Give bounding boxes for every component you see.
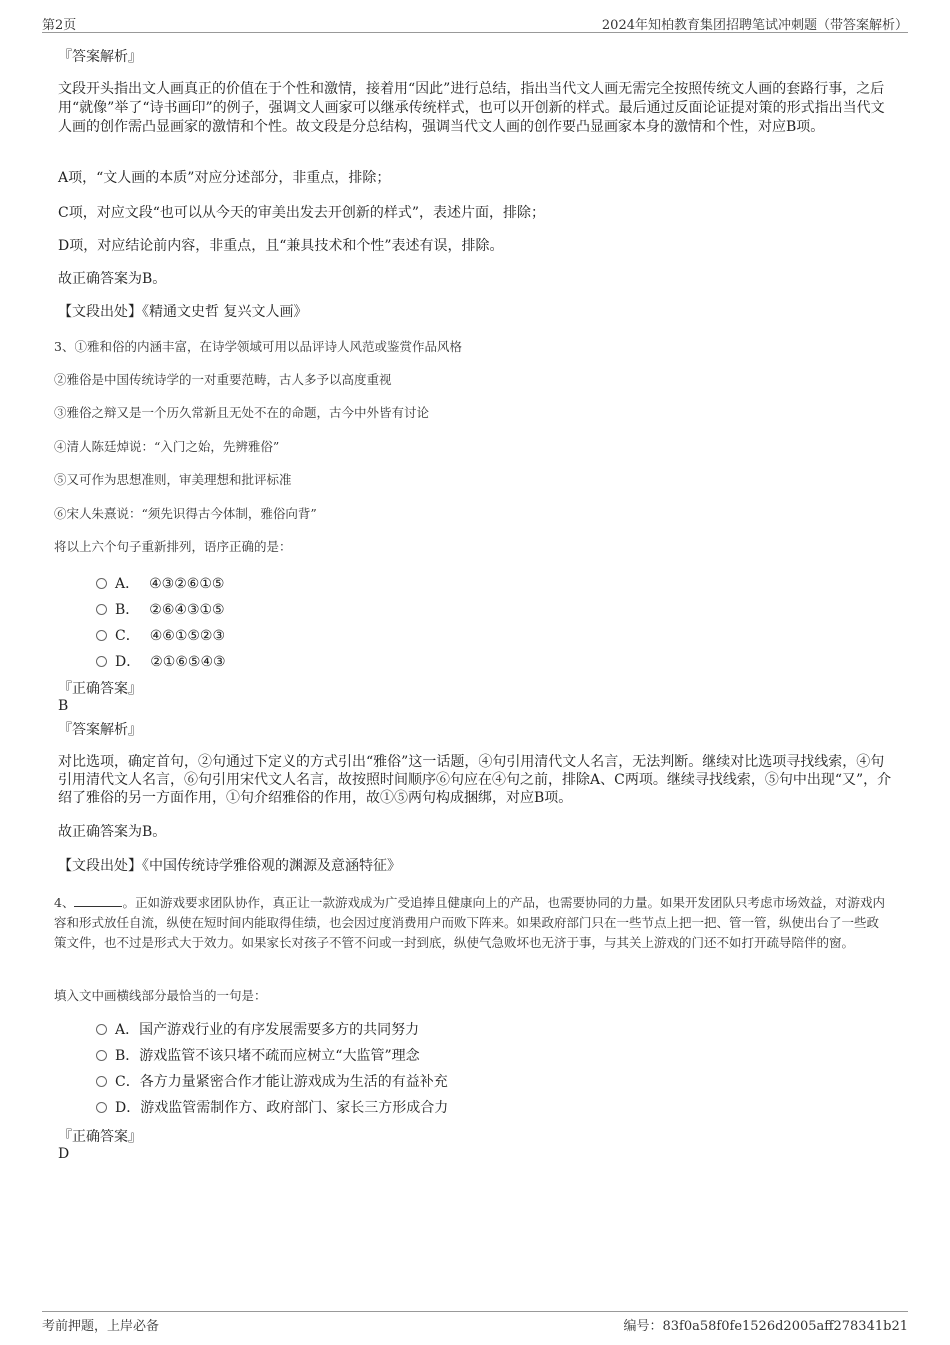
document-title: 2024年知柏教育集团招聘笔试冲刺题（带答案解析） bbox=[601, 18, 908, 33]
question-sentence: ②雅俗是中国传统诗学的一对重要范畴，古人多予以高度重视 bbox=[54, 372, 392, 387]
radio-icon[interactable] bbox=[96, 1050, 107, 1061]
question-sentence: ③雅俗之辩又是一个历久常新且无处不在的命题，古今中外皆有讨论 bbox=[54, 405, 430, 420]
page-footer bbox=[42, 1311, 908, 1334]
option-a[interactable]: A．国产游戏行业的有序发展需要多方的共同努力 bbox=[96, 1021, 419, 1039]
analysis-heading: 『答案解析』 bbox=[58, 49, 142, 65]
question-passage: 4、 。正如游戏要求团队协作，真正让一款游戏成为广受追捧且健康向上的产品，也需要协同的力量。如果开发团队只考虑市场效益，对游戏内容和形式放任自流，纵使在短时间内能取得佳绩，也会因过度消费用户而败下阵来。如果政府部门只在一些节点上把一把、管一管，纵使出台了一些政策文件，也不过是形式大于效力。如果家长对孩子不管不问或一封到底，纵使气急败坏也无济于事，与其关上游戏的门还不如打开疏导陪伴的窗。 bbox=[54, 895, 885, 950]
option-b[interactable]: B． ②⑥④③①⑤ bbox=[96, 601, 225, 619]
radio-icon[interactable] bbox=[96, 630, 107, 641]
conclusion-text: 故正确答案为B。 bbox=[58, 824, 167, 840]
question-prompt: 填入文中画横线部分最恰当的一句是： bbox=[54, 988, 267, 1003]
source-citation: 【文段出处】《精通文史哲 复兴文人画》 bbox=[58, 304, 308, 320]
question-sentence: ⑤又可作为思想准则，审美理想和批评标准 bbox=[54, 472, 292, 487]
note-option-c: C项，对应文段“也可以从今天的审美出发去开创新的样式”，表述片面，排除； bbox=[58, 205, 546, 221]
question-sentence: ⑥宋人朱熹说：“须先识得古今体制，雅俗向背” bbox=[54, 506, 317, 521]
page-number: 第2页 bbox=[42, 18, 77, 33]
fill-in-blank bbox=[74, 894, 122, 907]
option-b[interactable]: B．游戏监管不该只堵不疏而应树立“大监管”理念 bbox=[96, 1047, 420, 1065]
conclusion-text: 故正确答案为B。 bbox=[58, 271, 167, 287]
option-a[interactable]: A． ④③②⑥①⑤ bbox=[96, 575, 224, 593]
page-header bbox=[42, 12, 908, 33]
document-code: 编号：83f0a58f0fe1526d2005aff278341b21 bbox=[623, 1319, 908, 1334]
radio-icon[interactable] bbox=[96, 1024, 107, 1035]
source-citation: 【文段出处】《中国传统诗学雅俗观的渊源及意涵特征》 bbox=[58, 858, 401, 874]
radio-icon[interactable] bbox=[96, 1102, 107, 1113]
correct-answer-heading: 『正确答案』 bbox=[58, 1129, 142, 1145]
radio-icon[interactable] bbox=[96, 604, 107, 615]
analysis-heading: 『答案解析』 bbox=[58, 722, 142, 738]
note-option-a: A项，“文人画的本质”对应分述部分，非重点，排除； bbox=[58, 170, 391, 186]
correct-answer: B bbox=[58, 698, 69, 714]
radio-icon[interactable] bbox=[96, 1076, 107, 1087]
question-prompt: 将以上六个句子重新排列，语序正确的是： bbox=[54, 539, 292, 554]
footer-slogan: 考前押题，上岸必备 bbox=[42, 1319, 160, 1334]
option-d[interactable]: D．游戏监管需制作方、政府部门、家长三方形成合力 bbox=[96, 1099, 448, 1117]
option-c[interactable]: C． ④⑥①⑤②③ bbox=[96, 627, 225, 645]
analysis-text: 文段开头指出文人画真正的价值在于个性和激情，接着用“因此”进行总结，指出当代文人画无需完全按照传统文人画的套路行事，之后用“就像”举了“诗书画印”的例子，强调文人画家可以继承传统样式，也可以开创新的样式。最后通过反面论证提对策的形式指出当代文人画的创作需凸显画家的激情和个性。故文段是分总结构，强调当代文人画的创作要凸显画家本身的激情和个性，对应B项。 bbox=[58, 81, 885, 135]
correct-answer: D bbox=[58, 1146, 70, 1162]
option-c[interactable]: C．各方力量紧密合作才能让游戏成为生活的有益补充 bbox=[96, 1073, 448, 1091]
radio-icon[interactable] bbox=[96, 578, 107, 589]
radio-icon[interactable] bbox=[96, 656, 107, 667]
question-sentence: 3、①雅和俗的内涵丰富，在诗学领域可用以品评诗人风范或鉴赏作品风格 bbox=[54, 339, 462, 354]
note-option-d: D项，对应结论前内容，非重点，且“兼具技术和个性”表述有误，排除。 bbox=[58, 238, 504, 254]
question-sentence: ④清人陈廷焯说：“入门之始，先辨雅俗” bbox=[54, 439, 280, 454]
option-d[interactable]: D． ②①⑥⑤④③ bbox=[96, 653, 226, 671]
correct-answer-heading: 『正确答案』 bbox=[58, 681, 142, 697]
analysis-text: 对比选项，确定首句，②句通过下定义的方式引出“雅俗”这一话题，④句引用清代文人名言，无法判断。继续对比选项寻找线索，④句引用清代文人名言，⑥句引用宋代文人名言，故按照时间顺序⑥句应在④句之前，排除A、C两项。继续寻找线索，⑤句中出现“又”，介绍了雅俗的另一方面作用，①句介绍雅俗的作用，故①⑤两句构成捆绑，对应B项。 bbox=[58, 754, 892, 806]
